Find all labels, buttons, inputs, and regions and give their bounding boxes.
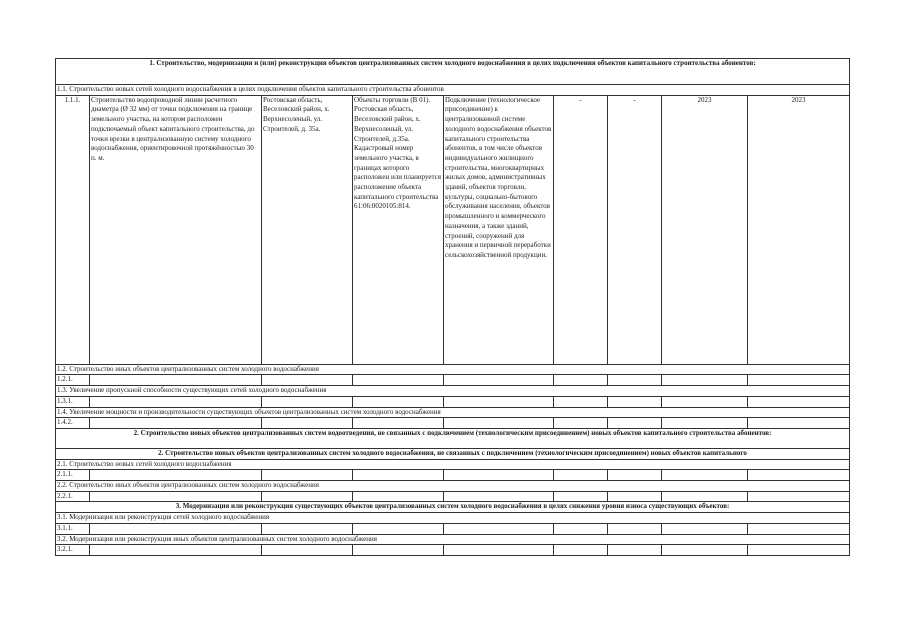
table-row — [56, 470, 850, 481]
section-2-header-b: 2. Строительство новых объектов централизованных систем холодного водоснабжения, не связанных с подключением (технологическим присоединением) новых объектов капитального — [56, 448, 850, 459]
table-row — [56, 375, 850, 386]
row-number: 3.2.1. — [56, 545, 90, 556]
table-row — [56, 545, 850, 556]
purpose-cell: Подключение (технологическое присоединение) к централизованной системе холодного водоснабжения объектов капитального строительства абонентов, в том числе объектов индивидуального жилищного строительства, многоквартирных жилых домов, административных зданий, объектов торговли, культуры, социально-бытового обслуживания населения, объектов промышленного и коммерческого назначения, а также зданий, строений, сооружений для хранения и первичной переработки сельскохозяйственной продукции. — [444, 95, 554, 364]
row-number: 1.3.1. — [56, 396, 90, 407]
section-1-header: 1. Строительство, модернизация и (или) реконструкция объектов централизованных систем холодного водоснабжения в целях подключения объектов капитального строительства абонентов: — [56, 59, 850, 85]
section-2-2-title: 2.2. Строительство иных объектов централизованных систем холодного водоснабжения — [56, 481, 850, 492]
project-name-cell: Строительство водопроводной линии расчетного диаметра (Ø 32 мм) от точки подключения на границе земельного участка, на котором расположен подключаемый объект капитального строительства, до точки врезки в централизованную систему холодного водоснабжения, ориентировочной протяжённостью 30 п. м. — [90, 95, 262, 364]
section-3-1-title: 3.1. Модернизация или реконструкция сетей холодного водоснабжения — [56, 513, 850, 524]
section-3-header: 3. Модернизация или реконструкция существующих объектов централизованных систем холодного водоснабжения в целях снижения уровня износа существующих объектов: — [56, 502, 850, 513]
table-row — [56, 491, 850, 502]
value-cell-7: - — [608, 95, 662, 364]
row-number: 2.1.1. — [56, 470, 90, 481]
start-year-cell: 2023 — [662, 95, 748, 364]
section-1-4-title: 1.4. Увеличение мощности и производительности существующих объектов централизованных систем холодного водоснабжения — [56, 407, 850, 418]
row-number: 2.2.1. — [56, 491, 90, 502]
value-cell-6: - — [554, 95, 608, 364]
row-number: 3.1.1. — [56, 523, 90, 534]
row-number: 1.4.2. — [56, 418, 90, 429]
table-row — [56, 396, 850, 407]
location-cell: Ростовская область, Веселовский район, х. Верхнесоленый, ул. Строителей, д. 35а. — [262, 95, 353, 364]
section-2-1-title: 2.1. Строительство новых сетей холодного водоснабжения — [56, 459, 850, 470]
section-1-3-title: 1.3. Увеличение пропускной способности существующих сетей холодного водоснабжения — [56, 386, 850, 397]
investment-program-table — [55, 58, 850, 556]
row-number: 1.1.1. — [56, 95, 90, 364]
table-row — [56, 523, 850, 534]
end-year-cell: 2023 — [748, 95, 850, 364]
table-row-1-1-1 — [56, 95, 850, 364]
section-3-2-title: 3.2. Модернизация или реконструкция иных объектов централизованных систем холодного водоснабжения — [56, 534, 850, 545]
section-1-1-title: 1.1. Строительство новых сетей холодного водоснабжения в целях подключения объектов капитального строительства абонентов — [56, 85, 850, 96]
row-number: 1.2.1. — [56, 375, 90, 386]
section-2-header-a: 2. Строительство новых объектов централизованных систем водоотведения, не связанных с подключением (технологическим присоединением) новых объектов капитального строительства абонентов: — [56, 428, 850, 448]
object-cell: Объекты торговли (В 01). Ростовская область, Веселовский район, х. Верхнесоленый, ул. Строителей, д.35а. Кадастровый номер земельного участка, в границах которого расположен или планируется расположение объекта капитального строительства 61:06:0020105:814. — [353, 95, 444, 364]
table-row — [56, 418, 850, 429]
section-1-2-title: 1.2. Строительство иных объектов централизованных систем холодного водоснабжения — [56, 364, 850, 375]
